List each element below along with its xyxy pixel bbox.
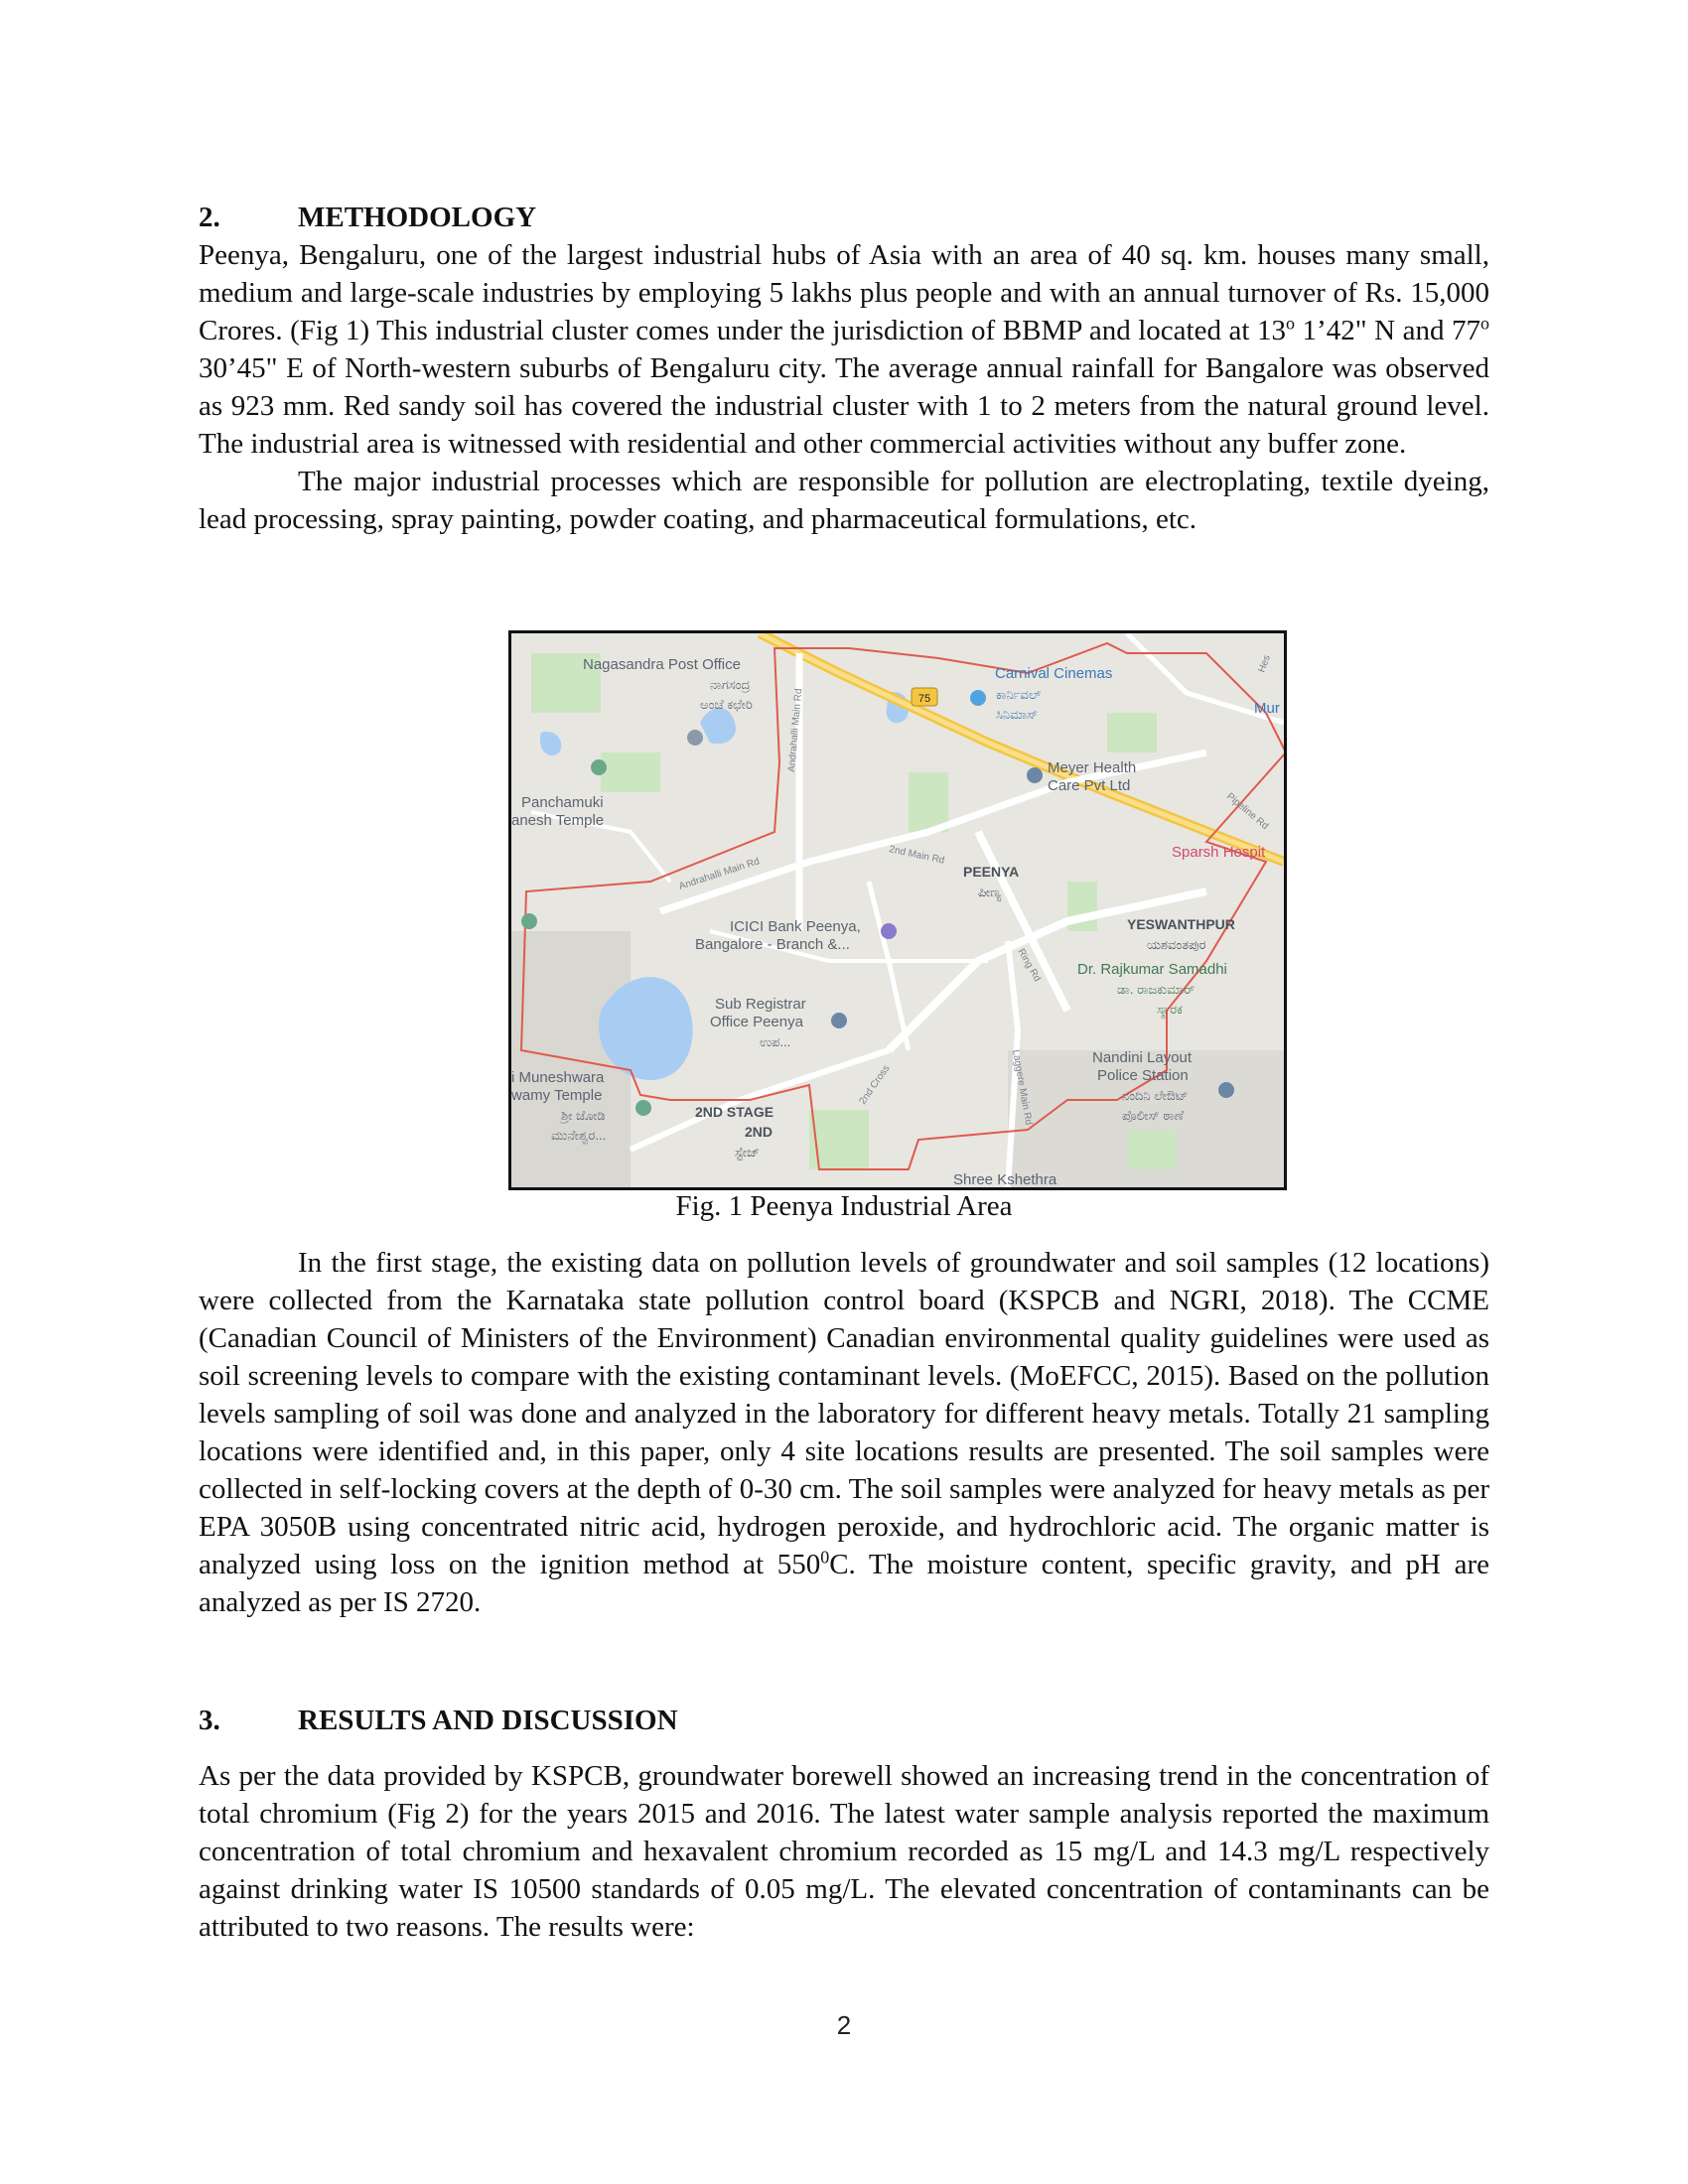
map-image <box>511 633 1284 1187</box>
map-label: 2ND <box>745 1124 774 1140</box>
paragraph: As per the data provided by KSPCB, groundwater borewell showed an increasing trend in the concentration of total chromium (Fig 2) for the years 2015 and 2016. The latest water sample analysis reported the maximum concentration of total chromium and hexavalent chromium recorded as 15 mg/L and 14.3 mg/L respectively against drinking water IS 10500 standards of 0.05 mg/L. The elevated concentration of contaminants can be attributed to two reasons. The results were: <box>199 1760 1489 1943</box>
road-label: Laggere Main Rd <box>1010 1048 1035 1127</box>
section-title: RESULTS AND DISCUSSION <box>298 1705 678 1736</box>
paragraph <box>199 236 1489 463</box>
road-label: Pipeline Rd <box>1224 790 1271 833</box>
section-title: METHODOLOGY <box>298 202 537 233</box>
first-stage-section <box>199 1244 1489 1621</box>
road-label: Hes <box>1256 653 1273 675</box>
paragraph <box>199 1244 1489 1621</box>
map-label: ಮುನೇಶ್ವರ... <box>551 1128 607 1143</box>
paragraph: The major industrial processes which are responsible for pollution are electroplating, textile dyeing, lead processing, spray painting, powder coating, and pharmaceutical formulations, etc. <box>199 466 1489 535</box>
map-label: 2ND STAGE <box>695 1104 774 1120</box>
map-label: Nagasandra Post Office <box>583 656 741 673</box>
results-section <box>199 1702 1489 1946</box>
superscript: o <box>1480 313 1489 334</box>
map-label: Carnival Cinemas <box>995 665 1113 682</box>
map-figure <box>508 630 1287 1190</box>
section-number: 2. <box>199 202 220 233</box>
road-label: Ring Rd <box>1015 947 1043 984</box>
map-label: ಪೊಲೀಸ್ ಠಾಣೆ <box>1122 1108 1185 1123</box>
map-label: ಶ್ರೀ ಜೋಡಿ <box>561 1108 606 1123</box>
map-label: PEENYA <box>963 864 1020 880</box>
text-run: In the first stage, the existing data on pollution levels of groundwater and soil samples (12 locations) were collected from the Karnataka state pollution control board (KSPCB and NGRI, 2018). The CCME (Canadian Council of Ministers of the Environment) Canadian environmental quality guidelines were used as soil screening levels to compare with the existing contaminant levels. (MoEFCC, 2015). Based on the pollution levels sampling of soil was done and analyzed in the laboratory for different heavy metals. Totally 21 sampling locations were identified and, in this paper, only 4 site locations results are presented. The soil samples were collected in self-locking covers at the depth of 0-30 cm. The soil samples were analyzed for heavy metals as per EPA 3050B using concentrated nitric acid, hydrogen peroxide, and hydrochloric acid. The organic matter is analyzed using loss on the ignition method at 550 <box>199 1247 1489 1580</box>
map-label: anesh Temple <box>511 812 605 829</box>
road-shield-label: 75 <box>917 693 931 705</box>
map-label: ಸಿನಿಮಾಸ್ <box>996 707 1039 722</box>
map-label: ಪೀಣ್ಯ <box>978 885 1002 899</box>
map-label: ನಂದಿನಿ ಲೇಔಟ್ <box>1122 1088 1189 1103</box>
map-label: ಅಂಚೆ ಕಛೇರಿ <box>700 697 753 712</box>
page-number: 2 <box>836 2010 852 2040</box>
map-label: i Muneshwara <box>511 1069 605 1086</box>
section-heading <box>199 1702 1489 1739</box>
map-label: Meyer Health <box>1048 759 1137 776</box>
road-label: Andrahalli Main Rd <box>786 688 805 773</box>
text-run: 30’45" E of North-western suburbs of Bengaluru city. The average annual rainfall for Bangalore was observed as 923 mm. Red sandy soil has covered the industrial cluster with 1 to 2 meters from the natural ground level. The industrial area is witnessed with residential and other commercial activities without any buffer zone. <box>199 352 1489 460</box>
map-label: Office Peenya <box>710 1014 803 1030</box>
superscript: o <box>1286 313 1295 334</box>
map-label: Dr. Rajkumar Samadhi <box>1077 961 1227 978</box>
map-label: Care Pvt Ltd <box>1048 777 1131 794</box>
map-label: ಕಾರ್ನಿವಲ್ <box>996 687 1042 702</box>
map-label: YESWANTHPUR <box>1127 916 1235 932</box>
text-run: C. The moisture content, specific gravity, and pH are analyzed as per IS 2720. <box>199 1549 1489 1618</box>
map-label: Sub Registrar <box>715 996 806 1013</box>
map-label: Sparsh Hospit <box>1172 844 1266 861</box>
map-label: Bangalore - Branch &... <box>695 936 850 953</box>
section-heading <box>199 199 1489 236</box>
map-label: ಸ್ಮಾರಕ <box>1157 1002 1183 1017</box>
text-run: 1’42" N and 77 <box>1295 315 1480 346</box>
map-label: Nandini Layout <box>1092 1049 1193 1066</box>
road-label: 2nd Main Rd <box>888 844 946 867</box>
map-label: ನಾಗಸಂದ್ರ <box>710 677 751 692</box>
map-label: wamy Temple <box>511 1087 603 1104</box>
road-label: 2nd Cross <box>857 1063 893 1107</box>
map-label: ಡಾ. ರಾಜಕುಮಾರ್ <box>1117 982 1196 997</box>
map-label: ICICI Bank Peenya, <box>730 918 861 935</box>
section-number: 3. <box>199 1705 220 1736</box>
road-label: Andrahalli Main Rd <box>677 856 762 892</box>
superscript: 0 <box>820 1547 830 1568</box>
map-label: Police Station <box>1097 1067 1189 1084</box>
map-label: Shree Kshethra <box>953 1171 1057 1187</box>
map-label: ಯಶವಂತಪುರ <box>1147 937 1206 952</box>
figure-caption: Fig. 1 Peenya Industrial Area <box>675 1190 1013 1222</box>
map-label: ಉಪ... <box>760 1034 791 1049</box>
map-label: Panchamuki <box>521 794 604 811</box>
map-label: ಸ್ಟೇಜ್ <box>735 1145 761 1160</box>
methodology-section <box>199 199 1489 538</box>
map-label: Mur <box>1254 700 1280 717</box>
text-run: Peenya, Bengaluru, one of the largest industrial hubs of Asia with an area of 40 sq. km. houses many small, medium and large-scale industries by employing 5 lakhs plus people and with an annual turnover of Rs. 15,000 Crores. (Fig 1) This industrial cluster comes under the jurisdiction of BBMP and located at 13 <box>199 239 1489 346</box>
